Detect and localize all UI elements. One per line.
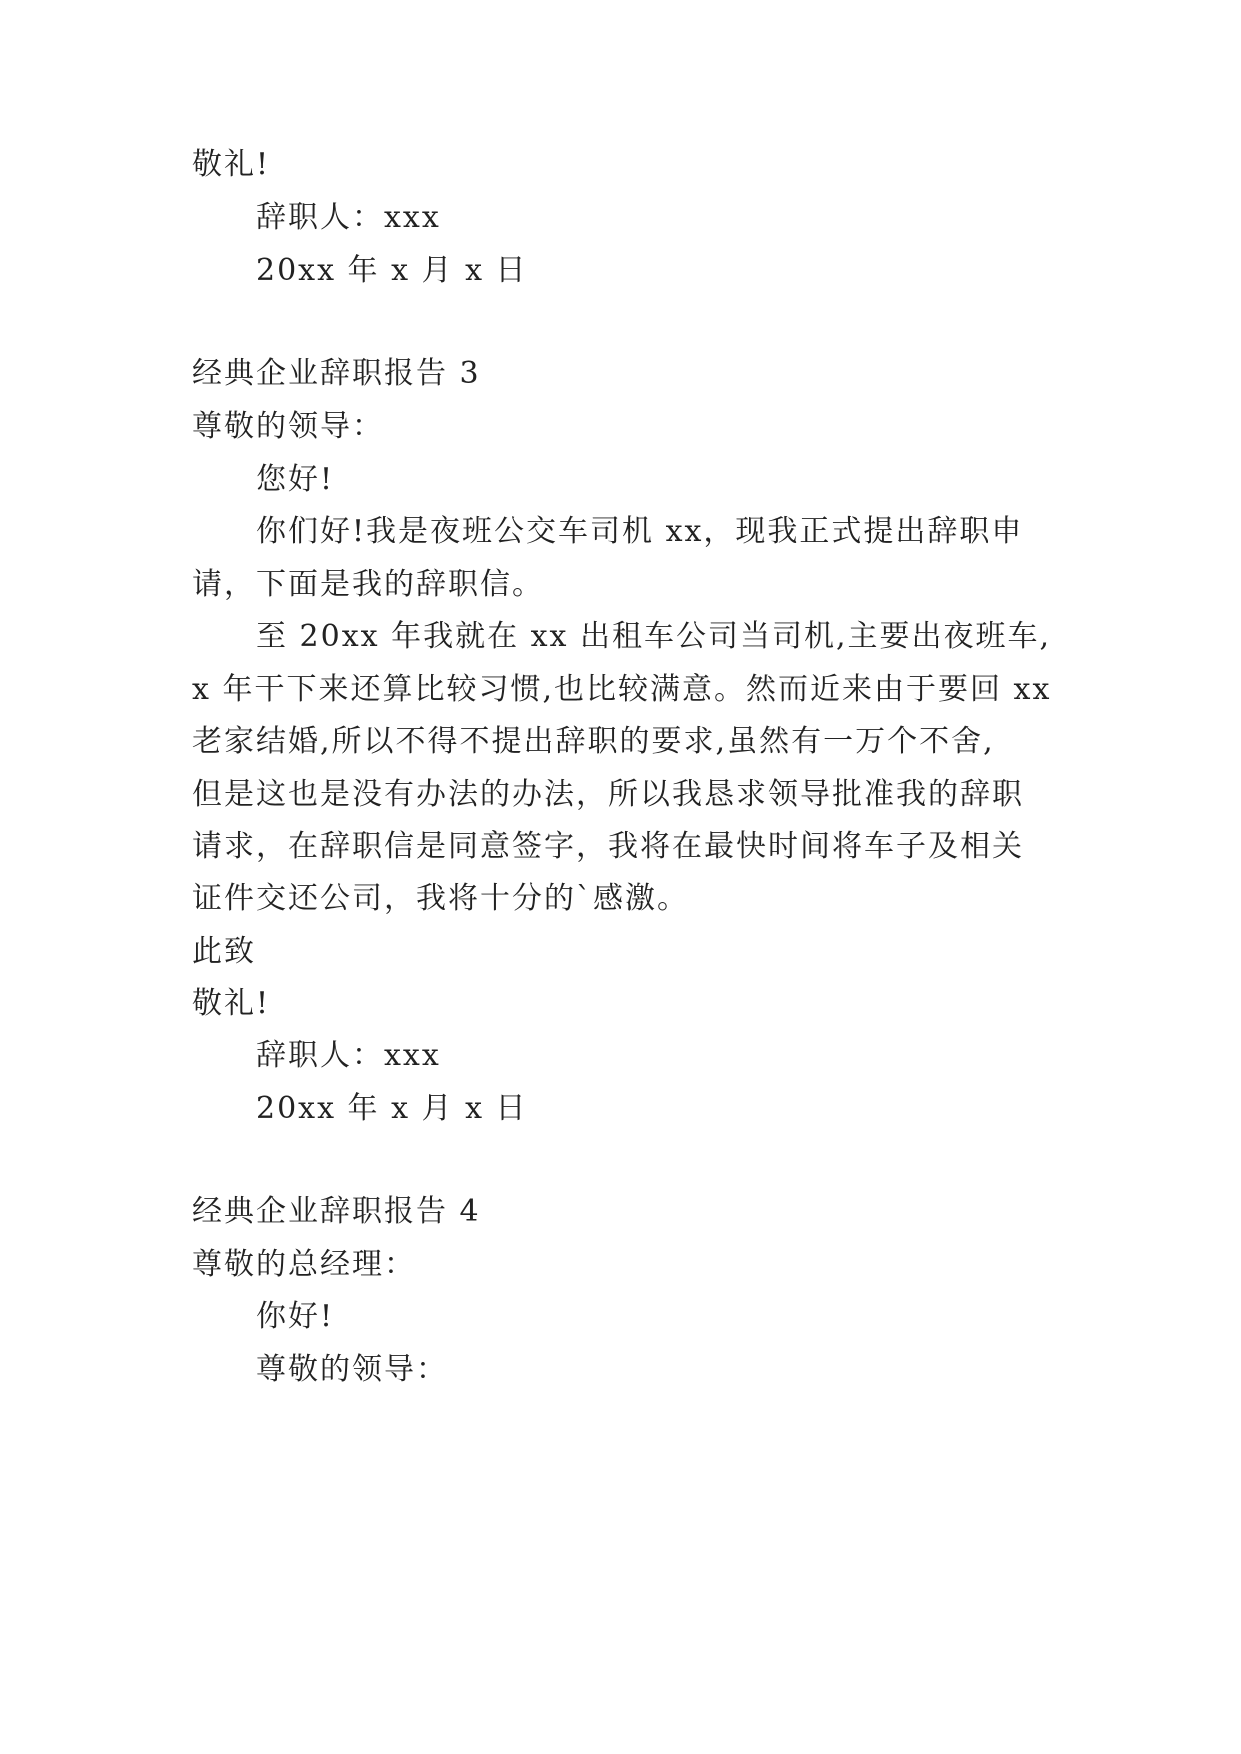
body-line: 老家结婚,所以不得不提出辞职的要求,虽然有一万个不舍, [192, 724, 995, 759]
body-line: 但是这也是没有办法的办法，所以我恳求领导批准我的辞职 [192, 777, 1024, 812]
addressee-text: 尊敬的领导： [192, 409, 384, 444]
section-title: 经典企业辞职报告 3 [192, 356, 481, 391]
body-line: x 年干下来还算比较习惯,也比较满意。然而近来由于要回 xx [192, 672, 1052, 707]
section-title: 经典企业辞职报告 4 [192, 1194, 481, 1229]
body-line: 证件交还公司，我将十分的`感激。 [192, 881, 689, 916]
signer-text: 辞职人：xxx [256, 200, 441, 235]
body-line: 你们好!我是夜班公交车司机 xx，现我正式提出辞职申 [256, 514, 1024, 549]
body-line: 请求，在辞职信是同意签字，我将在最快时间将车子及相关 [192, 829, 1024, 864]
signer-text: 辞职人：xxx [256, 1038, 441, 1073]
body-line: 请，下面是我的辞职信。 [192, 567, 544, 602]
greeting-text: 你好! [256, 1299, 335, 1334]
date-text: 20xx 年 x 月 x 日 [256, 1091, 528, 1126]
greeting-text: 您好! [256, 462, 335, 497]
body-line: 至 20xx 年我就在 xx 出租车公司当司机,主要出夜班车, [256, 619, 1052, 654]
addressee-text: 尊敬的总经理： [192, 1247, 416, 1282]
closing-text: 此致 [192, 934, 256, 969]
date-text: 20xx 年 x 月 x 日 [256, 253, 528, 288]
body-line: 尊敬的领导： [256, 1352, 448, 1387]
salute-text: 敬礼! [192, 147, 271, 182]
salute-text: 敬礼! [192, 986, 271, 1021]
